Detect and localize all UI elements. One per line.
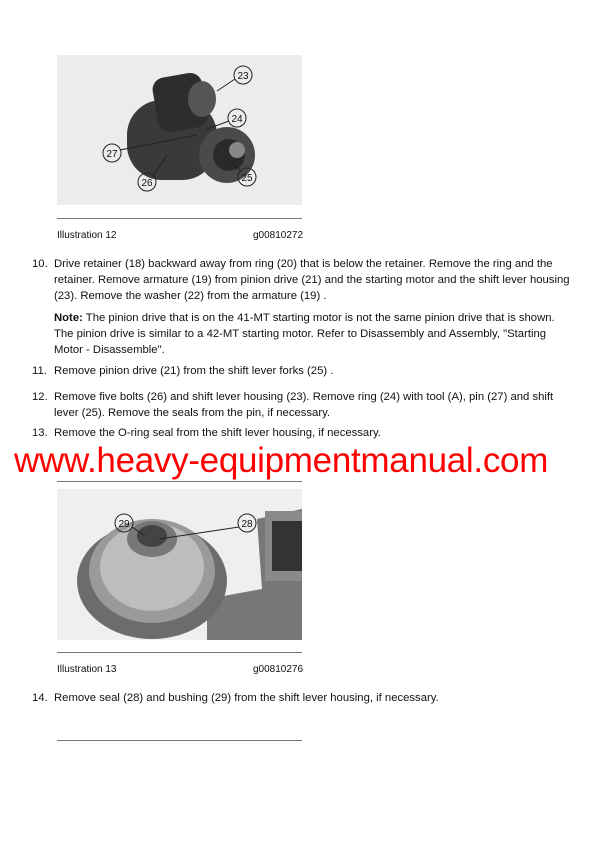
watermark: www.heavy-equipmentmanual.com [14, 441, 549, 480]
illustration-12-photo [57, 55, 302, 205]
step-number: 10. [32, 258, 48, 270]
step-text: Remove pinion drive (21) from the shift lever forks (25) . [54, 365, 334, 377]
divider [57, 481, 302, 482]
note [32, 310, 572, 358]
step-number: 11. [32, 365, 47, 377]
note-label: Note: [54, 312, 83, 324]
shift-lever-housing-image [57, 489, 302, 640]
callout-25: 25 [241, 173, 253, 184]
step-11 [32, 363, 572, 379]
step-text: Remove the O-ring seal from the shift lever housing, if necessary. [54, 427, 381, 439]
step-10 [32, 256, 572, 304]
callout-27: 27 [106, 149, 118, 160]
illustration-13-code: g00810276 [253, 664, 304, 675]
callout-23: 23 [237, 71, 249, 82]
callout-29: 29 [118, 519, 130, 530]
illustration-13-label: Illustration 13 [57, 664, 117, 675]
step-12 [32, 389, 572, 421]
callout-24: 24 [231, 114, 243, 125]
step-13 [32, 425, 572, 441]
step-number: 14. [32, 692, 48, 704]
divider [57, 218, 302, 219]
note-text: The pinion drive that is on the 41-MT starting motor is not the same pinion drive that is shown. The pinion drive is similar to a 42-MT starting motor. Refer to Disassembly and Assembly, "Starting Motor - Disassemble". [54, 312, 555, 356]
divider [57, 740, 302, 741]
step-text: Drive retainer (18) backward away from ring (20) that is below the retainer. Remove the ring and the retainer. Remove armature (19) from pinion drive (21) and the starting motor and the shift lever housing (23). Remove the washer (22) from the armature (19) . [54, 258, 570, 302]
step-text: Remove seal (28) and bushing (29) from the shift lever housing, if necessary. [54, 692, 439, 704]
step-number: 13. [32, 427, 48, 439]
step-14 [32, 690, 572, 706]
illustration-12-code: g00810272 [253, 230, 304, 241]
step-text: Remove five bolts (26) and shift lever housing (23). Remove ring (24) with tool (A), pin (27) and shift lever (25). Remove the seals from the pin, if necessary. [54, 391, 554, 419]
step-number: 12. [32, 391, 48, 403]
callout-28: 28 [241, 519, 253, 530]
divider [57, 652, 302, 653]
illustration-13-photo [57, 489, 302, 640]
starter-motor-image [57, 55, 302, 205]
illustration-12-label: Illustration 12 [57, 230, 117, 241]
callout-26: 26 [141, 178, 153, 189]
